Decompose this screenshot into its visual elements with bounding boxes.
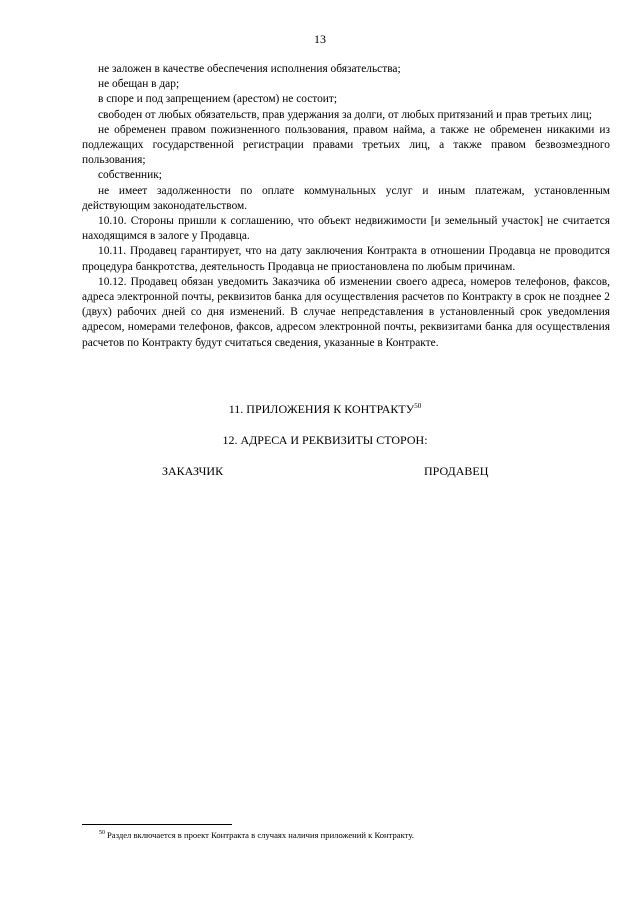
- paragraph-10-12: 10.12. Продавец обязан уведомить Заказчика об изменении своего адреса, номеров телефонов, факсов, адреса электронной почты, реквизитов банка для осуществления расчетов по Контракту в срок не позднее 2 (двух) рабочих дней со дня изменений. В случае непредставления в установленный срок уведомления адресом, номерами телефонов, факсов, адресом электронной почты, реквизитами банка для осуществления расчетов по Контракту будут считаться сведения, указанные в Контракте.: [82, 275, 610, 349]
- paragraph-10-10: 10.10. Стороны пришли к соглашению, что объект недвижимости [и земельный участок] не считается находящимся в залоге у Продавца.: [82, 215, 610, 243]
- section-11-title: 11. ПРИЛОЖЕНИЯ К КОНТРАКТУ: [228, 402, 415, 416]
- paragraph-10-11: 10.11. Продавец гарантирует, что на дату заключения Контракта в отношении Продавца не проводится процедура банкротства, деятельность Продавца не приостановлена по любым причинам.: [82, 245, 610, 273]
- paragraph: свободен от любых обязательств, прав удержания за долги, от любых притязаний и прав третьих лиц;: [98, 108, 592, 121]
- seller-label: ПРОДАВЕЦ: [424, 464, 489, 478]
- body-text: [82, 62, 610, 351]
- section-12-heading: 12. АДРЕСА И РЕКВИЗИТЫ СТОРОН:: [222, 433, 428, 447]
- paragraph: не обременен правом пожизненного пользования, правом найма, а также не обременен никакими из подлежащих государственной регистрации правами третьих лиц, а также правом безвозмездного пользования;: [82, 123, 610, 167]
- footnote: [99, 830, 599, 841]
- customer-label: ЗАКАЗЧИК: [162, 464, 224, 478]
- paragraph: в споре и под запрещением (арестом) не состоит;: [98, 93, 338, 106]
- paragraph: не заложен в качестве обеспечения исполнения обязательства;: [98, 63, 401, 75]
- footnote-text: Раздел включается в проект Контракта в случаях наличия приложений к Контракту.: [107, 830, 414, 840]
- footnote-number: 50: [99, 830, 105, 837]
- paragraph: не обещан в дар;: [98, 78, 180, 91]
- paragraph: не имеет задолженности по оплате коммунальных услуг и иным платежам, установленным действующим законодательством.: [82, 184, 610, 212]
- footnote-separator: [82, 824, 232, 825]
- section-11-heading: [5, 402, 640, 416]
- footnote-reference[interactable]: 50: [414, 402, 422, 410]
- page-number: 13: [314, 32, 326, 46]
- paragraph: собственник;: [98, 169, 162, 182]
